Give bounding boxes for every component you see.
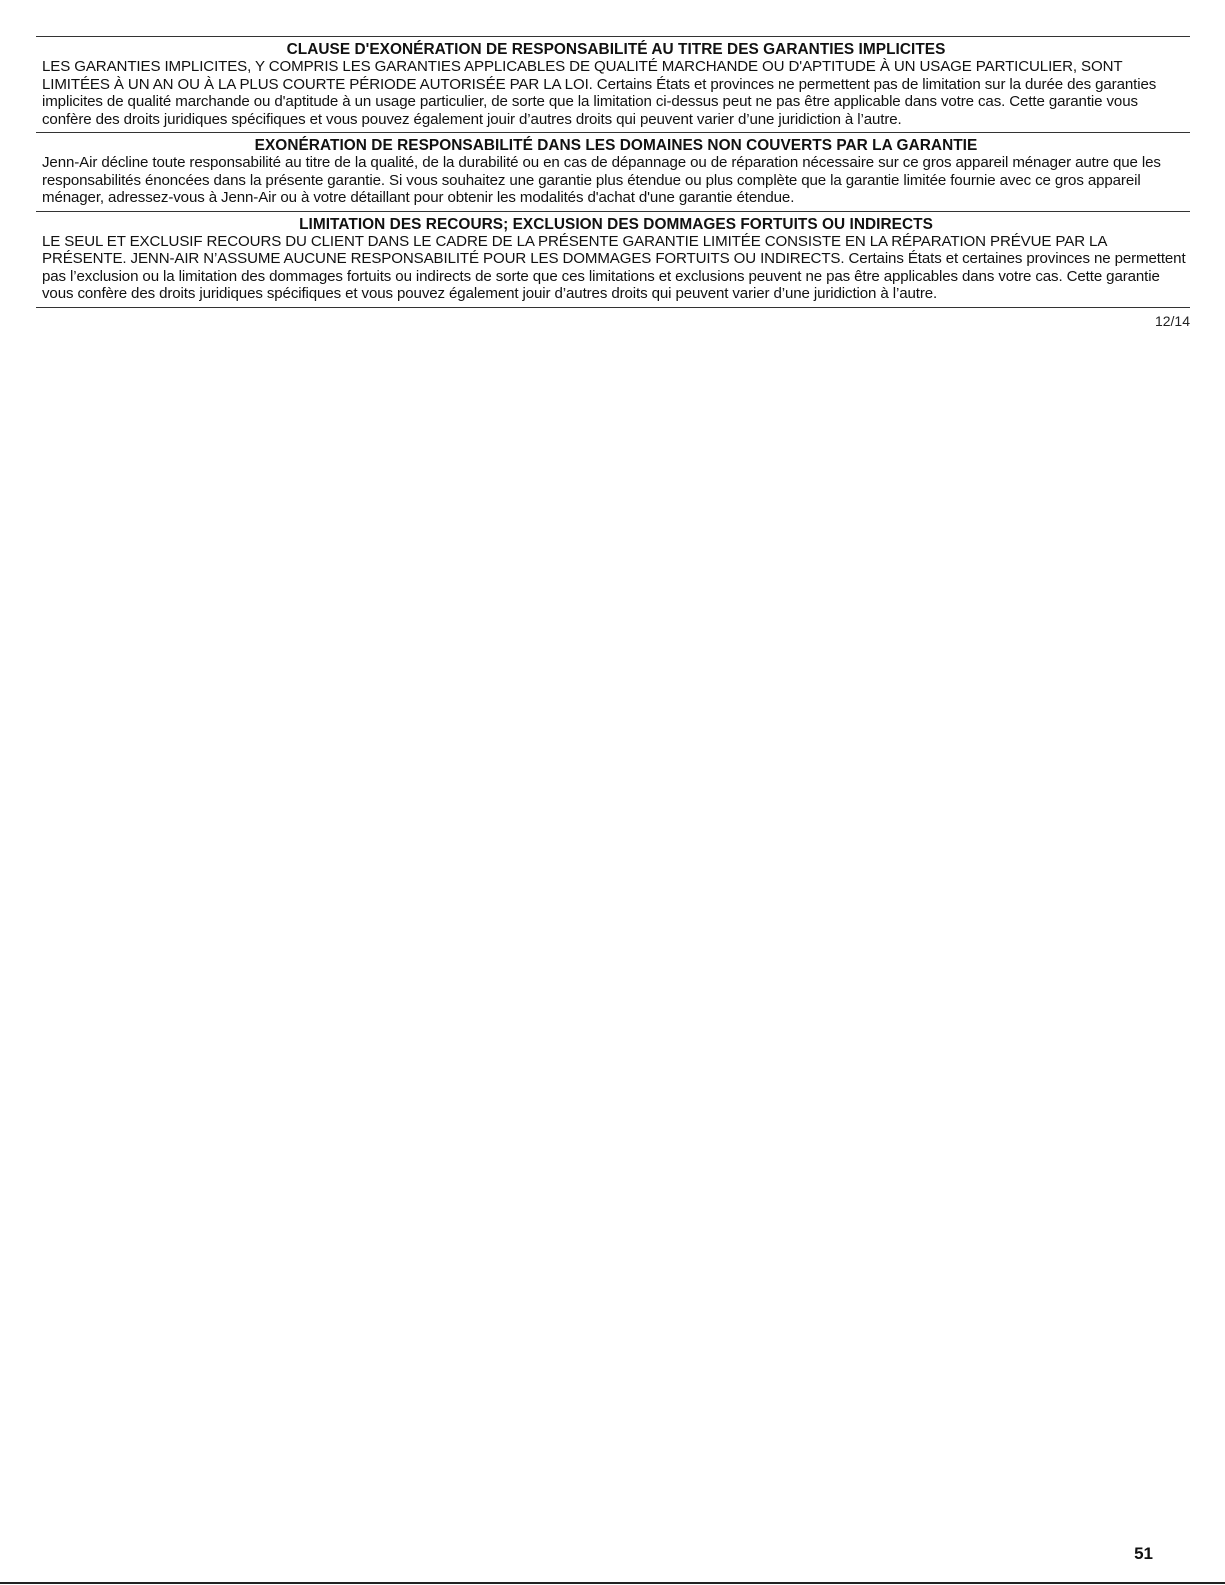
remedies-limitation-section bbox=[36, 212, 1190, 307]
bottom-divider bbox=[0, 1582, 1225, 1584]
page-number: 51 bbox=[1134, 1544, 1153, 1563]
section-body: Jenn-Air décline toute responsabilité au titre de la qualité, de la durabilité ou en cas de dépannage ou de réparation nécessaire sur ce gros appareil ménager autre que les responsabilités énoncées dans la présente garantie. Si vous souhaitez une garantie plus étendue ou plus complète que la garantie limitée fournie avec ce gros appareil ménager, adressez-vous à Jenn-Air ou à votre détaillant pour obtenir les modalités d'achat d'une garantie étendue. bbox=[42, 154, 1161, 206]
section-title: LIMITATION DES RECOURS; EXCLUSION DES DOMMAGES FORTUITS OU INDIRECTS bbox=[299, 215, 933, 233]
section-body: LES GARANTIES IMPLICITES, Y COMPRIS LES GARANTIES APPLICABLES DE QUALITÉ MARCHANDE OU D'APTITUDE À UN USAGE PARTICULIER, SONT LIMITÉES À UN AN OU À LA PLUS COURTE PÉRIODE AUTORISÉE PAR LA LOI. Certains États et provinces ne permettent pas de limitation sur la durée des garanties implicites de qualité marchande ou d'aptitude à un usage particulier, de sorte que la limitation ci-dessus peut ne pas être applicable dans votre cas. Cette garantie vous confère des droits juridiques spécifiques et vous pouvez également jouir d’autres droits qui peuvent varier d’une juridiction à l’autre. bbox=[42, 58, 1157, 128]
warranty-page bbox=[36, 36, 1190, 330]
not-covered-section bbox=[36, 133, 1190, 211]
implied-warranty-section bbox=[36, 37, 1190, 132]
section-title: CLAUSE D'EXONÉRATION DE RESPONSABILITÉ AU TITRE DES GARANTIES IMPLICITES bbox=[286, 41, 946, 58]
section-title: EXONÉRATION DE RESPONSABILITÉ DANS LES DOMAINES NON COUVERTS PAR LA GARANTIE bbox=[254, 137, 978, 154]
date-code: 12/14 bbox=[1154, 312, 1190, 329]
divider bbox=[36, 307, 1190, 308]
section-body: LE SEUL ET EXCLUSIF RECOURS DU CLIENT DANS LE CADRE DE LA PRÉSENTE GARANTIE LIMITÉE CONSISTE EN LA RÉPARATION PRÉVUE PAR LA PRÉSENTE. JENN-AIR N’ASSUME AUCUNE RESPONSABILITÉ POUR LES DOMMAGES FORTUITS OU INDIRECTS. Certains États et certaines provinces ne permettent pas l’exclusion ou la limitation des dommages fortuits ou indirects de sorte que ces limitations et exclusions peuvent ne pas être applicables dans votre cas. Cette garantie vous confère des droits juridiques spécifiques et vous pouvez également jouir d’autres droits qui peuvent varier d’une juridiction à l’autre. bbox=[42, 232, 1186, 302]
